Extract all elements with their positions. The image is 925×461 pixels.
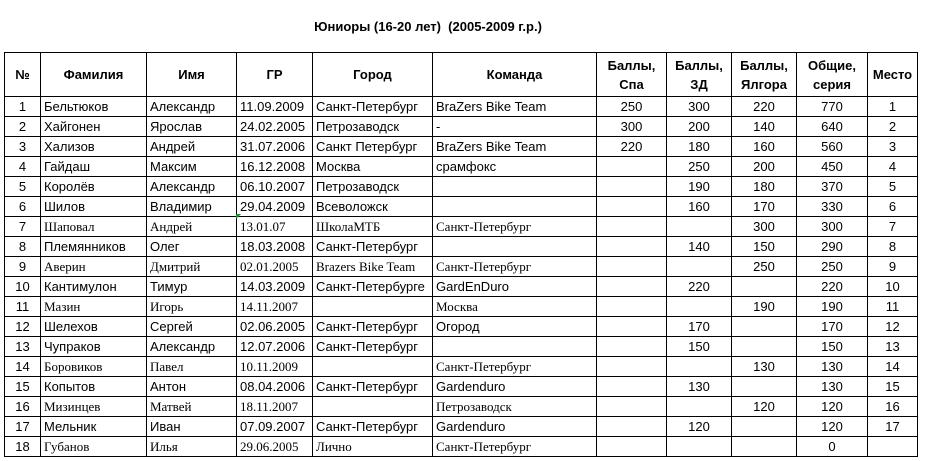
place-cell: 12 [868,317,918,337]
col-header-zd [667,53,732,97]
table-row [5,117,918,137]
place-cell [868,437,918,457]
table-row [5,377,918,397]
spa-points-cell [597,317,667,337]
spa-points-cell [597,437,667,457]
first-name-cell: Олег [147,237,237,257]
place-cell: 6 [868,197,918,217]
first-name-cell: Александр [147,97,237,117]
city-cell: Санкт-Петербург [313,317,433,337]
zd-points-cell [667,437,732,457]
team-cell [433,177,597,197]
table-row [5,277,918,297]
surname-cell: Шелехов [41,317,147,337]
zd-points-cell: 170 [667,317,732,337]
table-row [5,157,918,177]
birth-date-cell: 13.01.07 [237,217,313,237]
spa-points-cell [597,177,667,197]
surname-cell: Шилов [41,197,147,217]
table-row [5,357,918,377]
first-name-cell: Максим [147,157,237,177]
yalgora-points-cell [732,437,797,457]
place-cell: 16 [868,397,918,417]
birth-date-cell: 24.02.2005 [237,117,313,137]
team-cell: BraZers Bike Team [433,97,597,117]
team-cell: Огород [433,317,597,337]
zd-points-cell: 220 [667,277,732,297]
row-number: 3 [5,137,41,157]
birth-date-cell: 08.04.2006 [237,377,313,397]
surname-cell: Бельтюков [41,97,147,117]
col-header-num: № [5,53,41,97]
col-header-yalgora [732,53,797,97]
team-cell: Петрозаводск [433,397,597,417]
col-header-zd-line1: Баллы, [675,57,723,73]
team-cell: Санкт-Петербург [433,217,597,237]
yalgora-points-cell: 130 [732,357,797,377]
surname-cell: Мельник [41,417,147,437]
total-points-cell: 170 [797,317,868,337]
spa-points-cell: 300 [597,117,667,137]
yalgora-points-cell: 120 [732,397,797,417]
table-row [5,237,918,257]
place-cell: 4 [868,157,918,177]
results-table [4,52,918,457]
city-cell: Петрозаводск [313,177,433,197]
table-row [5,437,918,457]
zd-points-cell: 140 [667,237,732,257]
spa-points-cell [597,217,667,237]
col-header-team: Команда [433,53,597,97]
zd-points-cell: 120 [667,417,732,437]
row-number: 15 [5,377,41,397]
spa-points-cell [597,297,667,317]
col-header-city: Город [313,53,433,97]
row-number: 13 [5,337,41,357]
first-name-cell: Павел [147,357,237,377]
table-row [5,257,918,277]
city-cell: Санкт-Петербург [313,237,433,257]
place-cell: 10 [868,277,918,297]
birth-date-cell: 02.06.2005 [237,317,313,337]
city-cell: Санкт-Петербург [313,377,433,397]
place-cell: 1 [868,97,918,117]
birth-date-cell: 16.12.2008 [237,157,313,177]
surname-cell: Шаповал [41,217,147,237]
row-number: 1 [5,97,41,117]
row-number: 6 [5,197,41,217]
birth-date-cell: 14.11.2007 [237,297,313,317]
first-name-cell: Владимир [147,197,237,217]
col-header-birth: ГР [237,53,313,97]
spa-points-cell [597,237,667,257]
total-points-cell: 120 [797,397,868,417]
yalgora-points-cell: 220 [732,97,797,117]
spa-points-cell [597,257,667,277]
spa-points-cell [597,197,667,217]
yalgora-points-cell: 140 [732,117,797,137]
row-number: 14 [5,357,41,377]
total-points-cell: 450 [797,157,868,177]
surname-cell: Боровиков [41,357,147,377]
city-cell [313,357,433,377]
table-row [5,137,918,157]
city-cell: Санкт-Петербурге [313,277,433,297]
first-name-cell: Дмитрий [147,257,237,277]
row-number: 16 [5,397,41,417]
team-cell [433,337,597,357]
birth-date-cell: 29.04.2009 [237,197,313,217]
row-number: 18 [5,437,41,457]
surname-cell: Копытов [41,377,147,397]
spa-points-cell [597,377,667,397]
zd-points-cell: 160 [667,197,732,217]
zd-points-cell: 180 [667,137,732,157]
birth-date-cell: 07.09.2007 [237,417,313,437]
total-points-cell: 330 [797,197,868,217]
spa-points-cell [597,357,667,377]
col-header-place: Место [868,53,918,97]
birth-date-cell: 18.11.2007 [237,397,313,417]
birth-date-cell: 10.11.2009 [237,357,313,377]
city-cell: Всеволожск [313,197,433,217]
surname-cell: Гайдаш [41,157,147,177]
team-cell: Москва [433,297,597,317]
row-number: 12 [5,317,41,337]
col-header-total [797,53,868,97]
yalgora-points-cell: 190 [732,297,797,317]
yalgora-points-cell: 300 [732,217,797,237]
total-points-cell: 130 [797,377,868,397]
birth-date-cell: 02.01.2005 [237,257,313,277]
birth-date-cell: 31.07.2006 [237,137,313,157]
birth-date-cell: 11.09.2009 [237,97,313,117]
place-cell: 17 [868,417,918,437]
total-points-cell: 220 [797,277,868,297]
table-row [5,417,918,437]
total-points-cell: 370 [797,177,868,197]
total-points-cell: 130 [797,357,868,377]
yalgora-points-cell: 200 [732,157,797,177]
team-cell: BraZers Bike Team [433,137,597,157]
zd-points-cell: 300 [667,97,732,117]
zd-points-cell: 190 [667,177,732,197]
spa-points-cell [597,417,667,437]
zd-points-cell [667,257,732,277]
first-name-cell: Иван [147,417,237,437]
first-name-cell: Сергей [147,317,237,337]
surname-cell: Чупраков [41,337,147,357]
team-cell: Санкт-Петербург [433,257,597,277]
zd-points-cell: 150 [667,337,732,357]
first-name-cell: Илья [147,437,237,457]
yalgora-points-cell: 160 [732,137,797,157]
yalgora-points-cell [732,317,797,337]
place-cell: 11 [868,297,918,317]
city-cell [313,397,433,417]
row-number: 10 [5,277,41,297]
city-cell: ШколаМТБ [313,217,433,237]
birth-date-cell: 18.03.2008 [237,237,313,257]
total-points-cell: 190 [797,297,868,317]
row-number: 17 [5,417,41,437]
total-points-cell: 640 [797,117,868,137]
row-number: 4 [5,157,41,177]
city-cell: Лично [313,437,433,457]
row-number: 7 [5,217,41,237]
total-points-cell: 150 [797,337,868,357]
first-name-cell: Александр [147,337,237,357]
total-points-cell: 290 [797,237,868,257]
total-points-cell: 250 [797,257,868,277]
spa-points-cell [597,397,667,417]
team-cell: Gardenduro [433,377,597,397]
yalgora-points-cell: 150 [732,237,797,257]
birth-date-cell: 14.03.2009 [237,277,313,297]
zd-points-cell [667,357,732,377]
col-header-yalgora-line2: Ялгора [741,76,787,92]
first-name-cell: Антон [147,377,237,397]
surname-cell: Кантимулон [41,277,147,297]
table-row [5,197,918,217]
team-cell: срамфокс [433,157,597,177]
first-name-cell: Александр [147,177,237,197]
team-cell: Санкт-Петербург [433,437,597,457]
city-cell: Москва [313,157,433,177]
zd-points-cell: 130 [667,377,732,397]
col-header-total-line2: серия [813,76,851,92]
team-cell: Санкт-Петербург [433,357,597,377]
zd-points-cell: 250 [667,157,732,177]
team-cell: - [433,117,597,137]
zd-points-cell: 200 [667,117,732,137]
yalgora-points-cell [732,277,797,297]
col-header-yalgora-line1: Баллы, [740,57,788,73]
yalgora-points-cell: 170 [732,197,797,217]
first-name-cell: Андрей [147,217,237,237]
first-name-cell: Ярослав [147,117,237,137]
place-cell: 14 [868,357,918,377]
city-cell: Санкт-Петербург [313,97,433,117]
page-title: Юниоры (16-20 лет) (2005-2009 г.р.) [314,19,542,34]
place-cell: 15 [868,377,918,397]
col-header-total-line1: Общие, [808,57,856,73]
city-cell [313,297,433,317]
surname-cell: Королёв [41,177,147,197]
place-cell: 13 [868,337,918,357]
spa-points-cell: 220 [597,137,667,157]
yalgora-points-cell: 250 [732,257,797,277]
row-number: 11 [5,297,41,317]
surname-cell: Хализов [41,137,147,157]
birth-date-cell: 29.06.2005 [237,437,313,457]
total-points-cell: 120 [797,417,868,437]
yalgora-points-cell [732,337,797,357]
header-row [5,53,918,97]
first-name-cell: Матвей [147,397,237,417]
first-name-cell: Андрей [147,137,237,157]
table-row [5,337,918,357]
table-row [5,297,918,317]
first-name-cell: Игорь [147,297,237,317]
city-cell: Brazers Bike Team [313,257,433,277]
spa-points-cell [597,337,667,357]
place-cell: 7 [868,217,918,237]
row-number: 2 [5,117,41,137]
row-number: 9 [5,257,41,277]
place-cell: 8 [868,237,918,257]
cell-comment-marker [236,214,241,219]
col-header-surname: Фамилия [41,53,147,97]
team-cell [433,237,597,257]
spa-points-cell [597,277,667,297]
city-cell: Санкт-Петербург [313,417,433,437]
first-name-cell: Тимур [147,277,237,297]
total-points-cell: 770 [797,97,868,117]
spa-points-cell: 250 [597,97,667,117]
yalgora-points-cell: 180 [732,177,797,197]
table-row [5,217,918,237]
zd-points-cell [667,397,732,417]
total-points-cell: 300 [797,217,868,237]
row-number: 8 [5,237,41,257]
col-header-zd-line2: ЗД [690,76,708,92]
surname-cell: Губанов [41,437,147,457]
yalgora-points-cell [732,417,797,437]
table-row [5,317,918,337]
city-cell: Петрозаводск [313,117,433,137]
table-row [5,97,918,117]
total-points-cell: 0 [797,437,868,457]
birth-date-cell: 12.07.2006 [237,337,313,357]
zd-points-cell [667,297,732,317]
spa-points-cell [597,157,667,177]
city-cell: Санкт-Петербург [313,337,433,357]
row-number: 5 [5,177,41,197]
place-cell: 2 [868,117,918,137]
zd-points-cell [667,217,732,237]
birth-date-cell: 06.10.2007 [237,177,313,197]
surname-cell: Мазин [41,297,147,317]
surname-cell: Аверин [41,257,147,277]
city-cell: Санкт Петербург [313,137,433,157]
surname-cell: Хайгонен [41,117,147,137]
table-row [5,397,918,417]
col-header-spa-line1: Баллы, [607,57,656,73]
table-row [5,177,918,197]
team-cell: GardEnDuro [433,277,597,297]
place-cell: 5 [868,177,918,197]
place-cell: 9 [868,257,918,277]
col-header-spa [597,53,667,97]
place-cell: 3 [868,137,918,157]
team-cell: Gardenduro [433,417,597,437]
team-cell [433,197,597,217]
surname-cell: Мизинцев [41,397,147,417]
col-header-name: Имя [147,53,237,97]
surname-cell: Племянников [41,237,147,257]
total-points-cell: 560 [797,137,868,157]
yalgora-points-cell [732,377,797,397]
col-header-spa-line2: Спа [619,76,644,92]
